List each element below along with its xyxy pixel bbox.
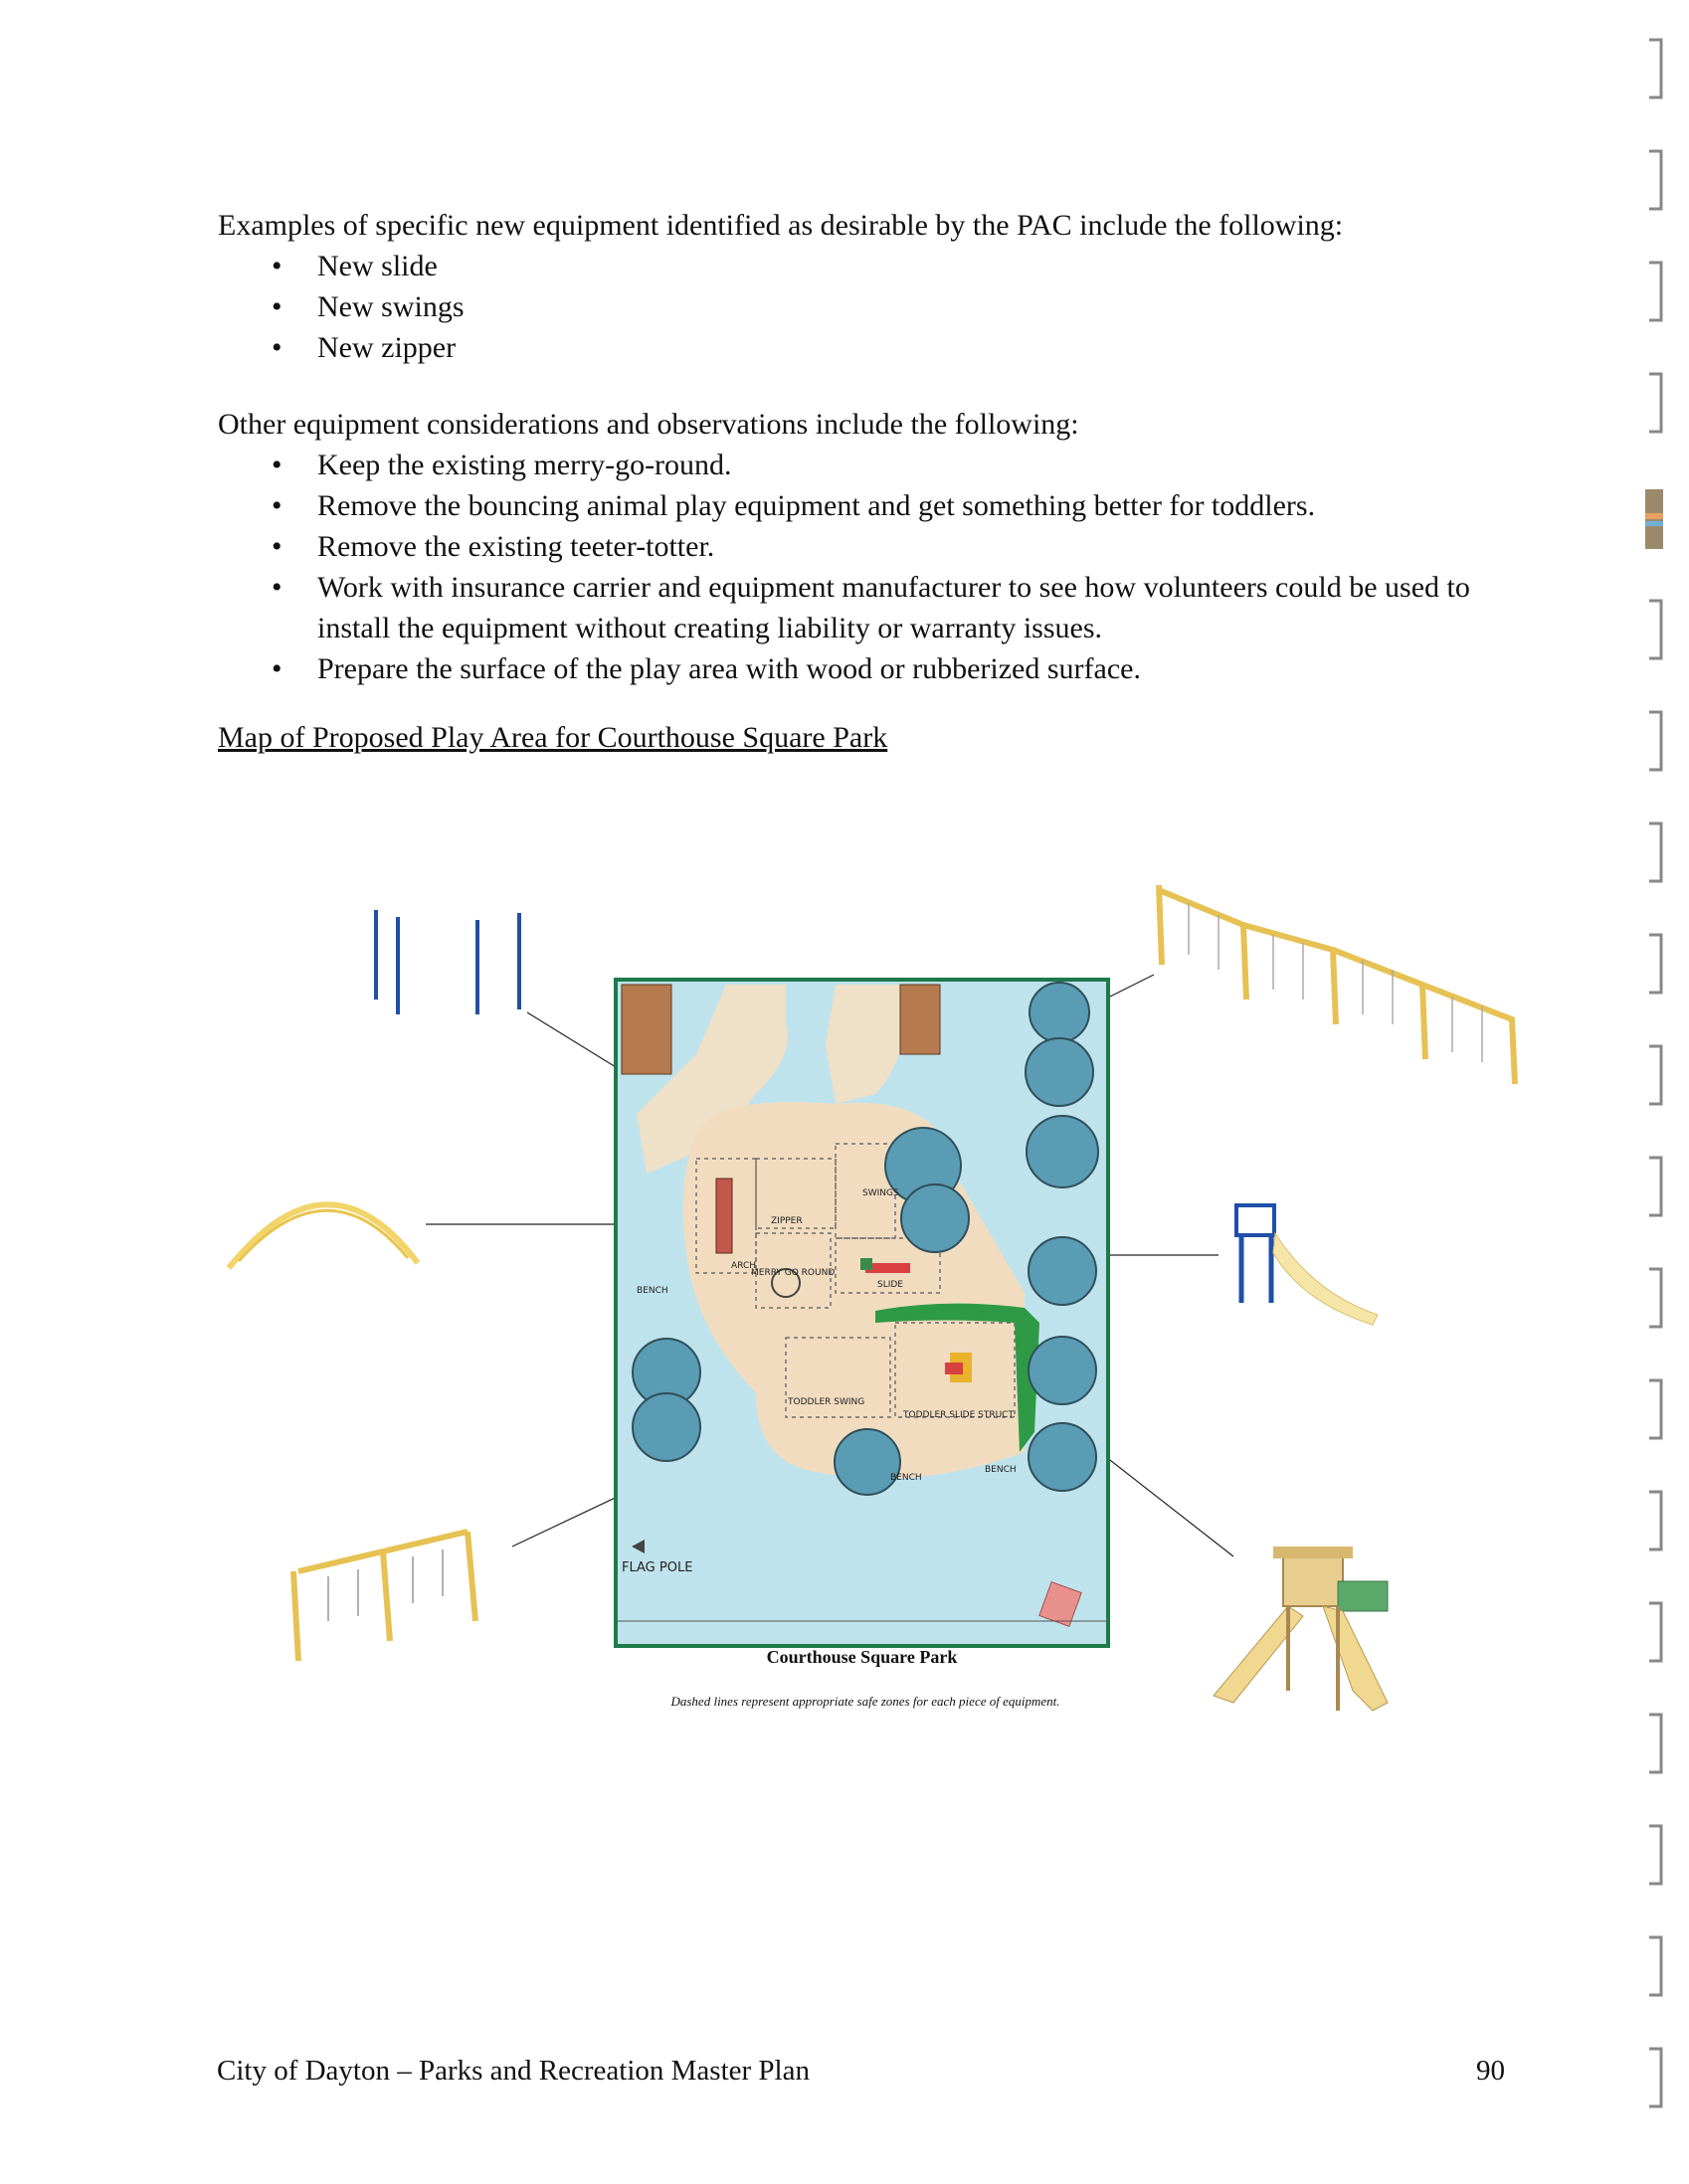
page-number: 90	[1476, 2055, 1505, 2087]
map-heading: Map of Proposed Play Area for Courthouse Square Park	[218, 721, 888, 754]
list-item: • Remove the existing teeter-totter.	[218, 526, 1511, 567]
map-label-bench-bottom: BENCH	[890, 1473, 922, 1483]
intro-section	[218, 205, 1511, 368]
intro-text: Examples of specific new equipment identified as desirable by the PAC include the following:	[218, 209, 1344, 242]
toddler-swing-icon	[293, 1532, 475, 1661]
swings-icon	[1159, 885, 1515, 1084]
map-label-bench-left: BENCH	[637, 1286, 668, 1296]
map-label-zipper: ZIPPER	[771, 1216, 803, 1226]
map-label-slide: SLIDE	[877, 1280, 903, 1290]
map-label-toddler-swing: TODDLER SWING	[788, 1397, 865, 1407]
footer-title: City of Dayton – Parks and Recreation Master Plan	[217, 2055, 810, 2087]
map-label-flag-pole: FLAG POLE	[622, 1560, 693, 1575]
zipper-equipment-icon	[376, 910, 519, 1014]
list-item: • New zipper	[218, 327, 1511, 368]
map-label-swings: SWINGS	[862, 1188, 899, 1198]
map-note: Dashed lines represent appropriate safe zones for each piece of equipment.	[670, 1694, 1060, 1709]
map-label-toddler-slide: TODDLER SLIDE STRUCT.	[903, 1410, 1016, 1420]
map-label-merry-go-round: MERRY GO ROUND	[751, 1268, 836, 1278]
considerations-list	[218, 445, 1511, 689]
list-item: • Remove the bouncing animal play equipment and get something better for toddlers.	[218, 485, 1511, 526]
arch-climber-icon	[229, 1204, 418, 1268]
map-caption: Courthouse Square Park	[766, 1647, 958, 1667]
park-map	[616, 980, 1108, 1646]
map-label-arch: ARCH	[731, 1261, 757, 1271]
list-item: • New slide	[218, 246, 1511, 286]
considerations-section	[218, 404, 1511, 689]
map-label-bench-right: BENCH	[985, 1465, 1017, 1475]
list-item: • New swings	[218, 286, 1511, 327]
binding-rings-decoration	[1631, 0, 1689, 2184]
slide-icon	[1236, 1205, 1378, 1325]
list-item: • Keep the existing merry-go-round.	[218, 445, 1511, 485]
toddler-slide-structure-icon	[1214, 1547, 1388, 1711]
list-item: • Work with insurance carrier and equipment manufacturer to see how volunteers could be used to install the equipment without creating liability or warranty issues.	[218, 567, 1511, 648]
new-equipment-list	[218, 246, 1511, 368]
play-area-illustration	[0, 855, 1689, 1750]
list-item: • Prepare the surface of the play area with wood or rubberized surface.	[218, 648, 1511, 689]
considerations-text: Other equipment considerations and observations include the following:	[218, 408, 1079, 441]
